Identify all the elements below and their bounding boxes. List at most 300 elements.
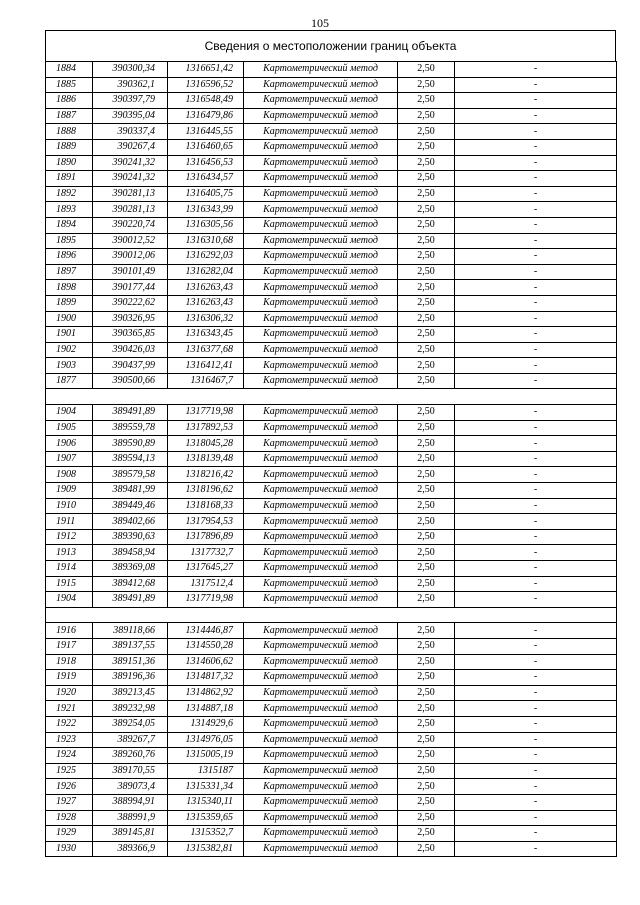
method-cell: Картометрический метод [244,701,398,717]
accuracy-cell: 2,50 [398,498,455,514]
point-number-cell: 1893 [46,202,93,218]
table-row [46,342,617,358]
method-cell: Картометрический метод [244,638,398,654]
point-number-cell: 1927 [46,794,93,810]
point-number-cell: 1907 [46,451,93,467]
y-coordinate-cell: 1315359,65 [168,810,244,826]
x-coordinate-cell: 389402,66 [93,514,168,530]
note-cell: - [455,701,617,717]
table-row [46,93,617,109]
note-cell: - [455,249,617,265]
table-row [46,249,617,265]
x-coordinate-cell: 390337,4 [93,124,168,140]
accuracy-cell: 2,50 [398,311,455,327]
note-cell: - [455,186,617,202]
point-number-cell: 1905 [46,420,93,436]
accuracy-cell: 2,50 [398,810,455,826]
note-cell: - [455,826,617,842]
point-number-cell: 1924 [46,748,93,764]
accuracy-cell: 2,50 [398,623,455,639]
y-coordinate-cell: 1318216,42 [168,467,244,483]
y-coordinate-cell: 1314446,87 [168,623,244,639]
table-row [46,327,617,343]
y-coordinate-cell: 1316377,68 [168,342,244,358]
x-coordinate-cell: 389594,13 [93,451,168,467]
point-number-cell: 1913 [46,545,93,561]
x-coordinate-cell: 390500,66 [93,373,168,389]
y-coordinate-cell: 1314606,62 [168,654,244,670]
separator-cell [46,607,617,623]
x-coordinate-cell: 390220,74 [93,217,168,233]
accuracy-cell: 2,50 [398,420,455,436]
x-coordinate-cell: 389412,68 [93,576,168,592]
x-coordinate-cell: 389390,63 [93,529,168,545]
y-coordinate-cell: 1315382,81 [168,841,244,857]
table-row [46,202,617,218]
note-cell: - [455,841,617,857]
table-row [46,62,617,78]
point-number-cell: 1894 [46,217,93,233]
note-cell: - [455,592,617,608]
table-row [46,748,617,764]
method-cell: Картометрический метод [244,467,398,483]
accuracy-cell: 2,50 [398,77,455,93]
method-cell: Картометрический метод [244,124,398,140]
point-number-cell: 1877 [46,373,93,389]
y-coordinate-cell: 1318045,28 [168,436,244,452]
accuracy-cell: 2,50 [398,592,455,608]
y-coordinate-cell: 1316263,43 [168,280,244,296]
note-cell: - [455,467,617,483]
accuracy-cell: 2,50 [398,561,455,577]
note-cell: - [455,716,617,732]
y-coordinate-cell: 1316292,03 [168,249,244,265]
note-cell: - [455,576,617,592]
table-row [46,311,617,327]
note-cell: - [455,529,617,545]
x-coordinate-cell: 390012,06 [93,249,168,265]
method-cell: Картометрический метод [244,93,398,109]
accuracy-cell: 2,50 [398,748,455,764]
accuracy-cell: 2,50 [398,514,455,530]
x-coordinate-cell: 389579,58 [93,467,168,483]
table-row [46,826,617,842]
note-cell: - [455,810,617,826]
x-coordinate-cell: 389145,81 [93,826,168,842]
table-row [46,498,617,514]
table-row [46,483,617,499]
note-cell: - [455,358,617,374]
method-cell: Картометрический метод [244,841,398,857]
method-cell: Картометрический метод [244,327,398,343]
method-cell: Картометрический метод [244,217,398,233]
x-coordinate-cell: 390437,99 [93,358,168,374]
note-cell: - [455,561,617,577]
y-coordinate-cell: 1316305,56 [168,217,244,233]
point-number-cell: 1912 [46,529,93,545]
table-row [46,467,617,483]
x-coordinate-cell: 389449,46 [93,498,168,514]
x-coordinate-cell: 390300,34 [93,62,168,78]
method-cell: Картометрический метод [244,748,398,764]
note-cell: - [455,77,617,93]
table-row [46,701,617,717]
point-number-cell: 1884 [46,62,93,78]
point-number-cell: 1896 [46,249,93,265]
accuracy-cell: 2,50 [398,763,455,779]
table-row [46,623,617,639]
x-coordinate-cell: 389559,78 [93,420,168,436]
x-coordinate-cell: 390397,79 [93,93,168,109]
method-cell: Картометрический метод [244,545,398,561]
table-row [46,545,617,561]
point-number-cell: 1886 [46,93,93,109]
x-coordinate-cell: 389254,05 [93,716,168,732]
table-row [46,264,617,280]
accuracy-cell: 2,50 [398,670,455,686]
y-coordinate-cell: 1316306,32 [168,311,244,327]
point-number-cell: 1911 [46,514,93,530]
accuracy-cell: 2,50 [398,841,455,857]
y-coordinate-cell: 1316596,52 [168,77,244,93]
note-cell: - [455,139,617,155]
method-cell: Картометрический метод [244,670,398,686]
note-cell: - [455,217,617,233]
method-cell: Картометрический метод [244,763,398,779]
note-cell: - [455,638,617,654]
y-coordinate-cell: 1314817,32 [168,670,244,686]
x-coordinate-cell: 390101,49 [93,264,168,280]
table-row [46,841,617,857]
y-coordinate-cell: 1316343,99 [168,202,244,218]
point-number-cell: 1920 [46,685,93,701]
x-coordinate-cell: 389458,94 [93,545,168,561]
x-coordinate-cell: 390365,85 [93,327,168,343]
x-coordinate-cell: 390326,95 [93,311,168,327]
accuracy-cell: 2,50 [398,451,455,467]
accuracy-cell: 2,50 [398,545,455,561]
y-coordinate-cell: 1316479,86 [168,108,244,124]
method-cell: Картометрический метод [244,249,398,265]
note-cell: - [455,171,617,187]
table-row [46,233,617,249]
x-coordinate-cell: 389151,36 [93,654,168,670]
table-row [46,561,617,577]
method-cell: Картометрический метод [244,810,398,826]
method-cell: Картометрический метод [244,264,398,280]
y-coordinate-cell: 1318139,48 [168,451,244,467]
note-cell: - [455,498,617,514]
accuracy-cell: 2,50 [398,171,455,187]
note-cell: - [455,779,617,795]
note-cell: - [455,545,617,561]
y-coordinate-cell: 1315187 [168,763,244,779]
accuracy-cell: 2,50 [398,327,455,343]
table-row [46,295,617,311]
y-coordinate-cell: 1317892,53 [168,420,244,436]
y-coordinate-cell: 1316310,68 [168,233,244,249]
table-row [46,217,617,233]
point-number-cell: 1915 [46,576,93,592]
point-number-cell: 1904 [46,405,93,421]
point-number-cell: 1928 [46,810,93,826]
y-coordinate-cell: 1315331,34 [168,779,244,795]
accuracy-cell: 2,50 [398,124,455,140]
accuracy-cell: 2,50 [398,826,455,842]
method-cell: Картометрический метод [244,342,398,358]
point-number-cell: 1921 [46,701,93,717]
table-row [46,592,617,608]
accuracy-cell: 2,50 [398,467,455,483]
y-coordinate-cell: 1316405,75 [168,186,244,202]
accuracy-cell: 2,50 [398,405,455,421]
point-number-cell: 1895 [46,233,93,249]
accuracy-cell: 2,50 [398,93,455,109]
method-cell: Картометрический метод [244,483,398,499]
point-number-cell: 1918 [46,654,93,670]
point-number-cell: 1925 [46,763,93,779]
point-number-cell: 1908 [46,467,93,483]
accuracy-cell: 2,50 [398,280,455,296]
method-cell: Картометрический метод [244,529,398,545]
method-cell: Картометрический метод [244,108,398,124]
table-row [46,576,617,592]
table-row [46,763,617,779]
note-cell: - [455,311,617,327]
method-cell: Картометрический метод [244,685,398,701]
accuracy-cell: 2,50 [398,264,455,280]
x-coordinate-cell: 390281,13 [93,202,168,218]
table-row [46,108,617,124]
x-coordinate-cell: 390012,52 [93,233,168,249]
method-cell: Картометрический метод [244,716,398,732]
method-cell: Картометрический метод [244,139,398,155]
table-row [46,716,617,732]
note-cell: - [455,732,617,748]
x-coordinate-cell: 389137,55 [93,638,168,654]
point-number-cell: 1904 [46,592,93,608]
x-coordinate-cell: 390362,1 [93,77,168,93]
note-cell: - [455,373,617,389]
y-coordinate-cell: 1316434,57 [168,171,244,187]
point-number-cell: 1899 [46,295,93,311]
separator-cell [46,389,617,405]
table-row [46,405,617,421]
method-cell: Картометрический метод [244,405,398,421]
accuracy-cell: 2,50 [398,436,455,452]
accuracy-cell: 2,50 [398,794,455,810]
accuracy-cell: 2,50 [398,217,455,233]
method-cell: Картометрический метод [244,155,398,171]
table-row [46,358,617,374]
accuracy-cell: 2,50 [398,139,455,155]
x-coordinate-cell: 389481,99 [93,483,168,499]
y-coordinate-cell: 1317512,4 [168,576,244,592]
method-cell: Картометрический метод [244,202,398,218]
method-cell: Картометрический метод [244,186,398,202]
x-coordinate-cell: 390267,4 [93,139,168,155]
point-number-cell: 1897 [46,264,93,280]
y-coordinate-cell: 1316467,7 [168,373,244,389]
accuracy-cell: 2,50 [398,654,455,670]
accuracy-cell: 2,50 [398,295,455,311]
note-cell: - [455,280,617,296]
y-coordinate-cell: 1316263,43 [168,295,244,311]
note-cell: - [455,623,617,639]
accuracy-cell: 2,50 [398,373,455,389]
point-number-cell: 1906 [46,436,93,452]
x-coordinate-cell: 389590,89 [93,436,168,452]
y-coordinate-cell: 1314976,05 [168,732,244,748]
y-coordinate-cell: 1315005,19 [168,748,244,764]
table-row [46,155,617,171]
method-cell: Картометрический метод [244,561,398,577]
method-cell: Картометрический метод [244,358,398,374]
x-coordinate-cell: 389369,08 [93,561,168,577]
table-row [46,810,617,826]
y-coordinate-cell: 1317719,98 [168,405,244,421]
y-coordinate-cell: 1316456,53 [168,155,244,171]
group-separator-row [46,607,617,623]
method-cell: Картометрический метод [244,295,398,311]
x-coordinate-cell: 388994,91 [93,794,168,810]
table-title: Сведения о местоположении границ объекта [45,30,616,61]
point-number-cell: 1900 [46,311,93,327]
accuracy-cell: 2,50 [398,202,455,218]
table-row [46,186,617,202]
note-cell: - [455,670,617,686]
point-number-cell: 1926 [46,779,93,795]
point-number-cell: 1919 [46,670,93,686]
method-cell: Картометрический метод [244,732,398,748]
method-cell: Картометрический метод [244,779,398,795]
note-cell: - [455,685,617,701]
table-row [46,654,617,670]
method-cell: Картометрический метод [244,436,398,452]
note-cell: - [455,748,617,764]
method-cell: Картометрический метод [244,373,398,389]
note-cell: - [455,514,617,530]
accuracy-cell: 2,50 [398,62,455,78]
point-number-cell: 1891 [46,171,93,187]
y-coordinate-cell: 1316651,42 [168,62,244,78]
y-coordinate-cell: 1316445,55 [168,124,244,140]
accuracy-cell: 2,50 [398,155,455,171]
accuracy-cell: 2,50 [398,576,455,592]
table-row [46,373,617,389]
y-coordinate-cell: 1314887,18 [168,701,244,717]
note-cell: - [455,295,617,311]
table-row [46,779,617,795]
table-row [46,732,617,748]
point-number-cell: 1922 [46,716,93,732]
point-number-cell: 1917 [46,638,93,654]
y-coordinate-cell: 1318196,62 [168,483,244,499]
note-cell: - [455,93,617,109]
x-coordinate-cell: 389213,45 [93,685,168,701]
point-number-cell: 1885 [46,77,93,93]
method-cell: Картометрический метод [244,420,398,436]
accuracy-cell: 2,50 [398,483,455,499]
accuracy-cell: 2,50 [398,249,455,265]
accuracy-cell: 2,50 [398,732,455,748]
y-coordinate-cell: 1316548,49 [168,93,244,109]
table-row [46,139,617,155]
method-cell: Картометрический метод [244,592,398,608]
note-cell: - [455,124,617,140]
accuracy-cell: 2,50 [398,716,455,732]
accuracy-cell: 2,50 [398,342,455,358]
accuracy-cell: 2,50 [398,108,455,124]
method-cell: Картометрический метод [244,623,398,639]
point-number-cell: 1889 [46,139,93,155]
point-number-cell: 1909 [46,483,93,499]
point-number-cell: 1892 [46,186,93,202]
note-cell: - [455,420,617,436]
point-number-cell: 1910 [46,498,93,514]
method-cell: Картометрический метод [244,62,398,78]
point-number-cell: 1916 [46,623,93,639]
table-row [46,451,617,467]
y-coordinate-cell: 1317732,7 [168,545,244,561]
point-number-cell: 1901 [46,327,93,343]
x-coordinate-cell: 389118,66 [93,623,168,639]
table-row [46,670,617,686]
accuracy-cell: 2,50 [398,186,455,202]
x-coordinate-cell: 389366,9 [93,841,168,857]
accuracy-cell: 2,50 [398,233,455,249]
point-number-cell: 1888 [46,124,93,140]
point-number-cell: 1923 [46,732,93,748]
accuracy-cell: 2,50 [398,638,455,654]
y-coordinate-cell: 1314862,92 [168,685,244,701]
note-cell: - [455,405,617,421]
note-cell: - [455,108,617,124]
point-number-cell: 1903 [46,358,93,374]
method-cell: Картометрический метод [244,233,398,249]
coordinates-table-body [46,62,617,857]
boundary-info-sheet [45,30,616,857]
table-row [46,529,617,545]
method-cell: Картометрический метод [244,451,398,467]
x-coordinate-cell: 390222,62 [93,295,168,311]
point-number-cell: 1902 [46,342,93,358]
note-cell: - [455,654,617,670]
method-cell: Картометрический метод [244,280,398,296]
y-coordinate-cell: 1316412,41 [168,358,244,374]
x-coordinate-cell: 390241,32 [93,155,168,171]
table-row [46,124,617,140]
point-number-cell: 1930 [46,841,93,857]
table-row [46,171,617,187]
table-row [46,638,617,654]
y-coordinate-cell: 1314550,28 [168,638,244,654]
accuracy-cell: 2,50 [398,685,455,701]
x-coordinate-cell: 389260,76 [93,748,168,764]
note-cell: - [455,264,617,280]
y-coordinate-cell: 1316343,45 [168,327,244,343]
accuracy-cell: 2,50 [398,701,455,717]
note-cell: - [455,763,617,779]
y-coordinate-cell: 1315340,11 [168,794,244,810]
note-cell: - [455,483,617,499]
method-cell: Картометрический метод [244,498,398,514]
page-number: 105 [311,16,329,30]
x-coordinate-cell: 389170,55 [93,763,168,779]
point-number-cell: 1890 [46,155,93,171]
method-cell: Картометрический метод [244,77,398,93]
table-row [46,685,617,701]
